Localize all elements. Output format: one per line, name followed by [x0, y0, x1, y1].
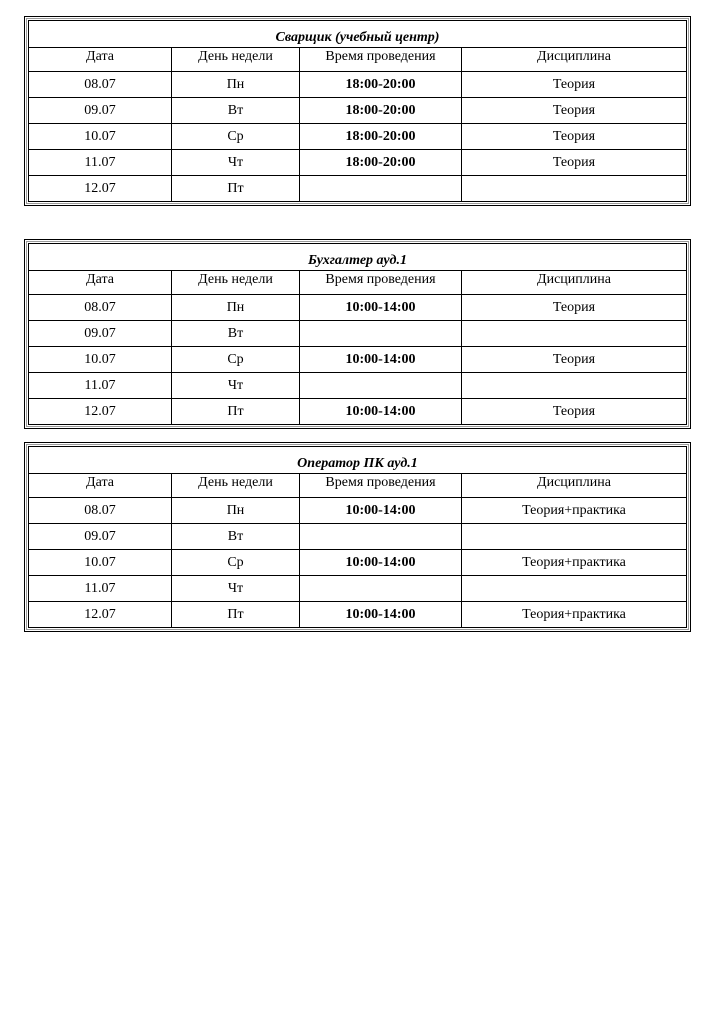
- cell-date: 10.07: [29, 550, 172, 576]
- cell-time: 18:00-20:00: [300, 124, 462, 150]
- header-time: Время проведения: [300, 474, 462, 498]
- cell-date: 11.07: [29, 576, 172, 602]
- table-row: [29, 602, 687, 628]
- header-date: Дата: [29, 271, 172, 295]
- cell-date: 12.07: [29, 176, 172, 202]
- table-row: [29, 498, 687, 524]
- cell-discipline: Теория: [462, 399, 687, 425]
- cell-discipline: Теория+практика: [462, 498, 687, 524]
- cell-day: Ср: [172, 124, 300, 150]
- table-row: [29, 321, 687, 347]
- cell-time: 18:00-20:00: [300, 72, 462, 98]
- cell-time: [300, 176, 462, 202]
- table-row: [29, 72, 687, 98]
- table-row: [29, 150, 687, 176]
- cell-time: 10:00-14:00: [300, 399, 462, 425]
- cell-day: Пн: [172, 498, 300, 524]
- header-date: Дата: [29, 474, 172, 498]
- cell-date: 08.07: [29, 498, 172, 524]
- cell-day: Пт: [172, 602, 300, 628]
- cell-discipline: Теория: [462, 98, 687, 124]
- table-row: [29, 399, 687, 425]
- cell-discipline: [462, 576, 687, 602]
- cell-date: 11.07: [29, 150, 172, 176]
- header-day: День недели: [172, 48, 300, 72]
- table-row: [29, 98, 687, 124]
- table-row: [29, 373, 687, 399]
- table-row: [29, 524, 687, 550]
- cell-date: 11.07: [29, 373, 172, 399]
- cell-day: Вт: [172, 524, 300, 550]
- table-row: [29, 347, 687, 373]
- cell-discipline: Теория: [462, 150, 687, 176]
- cell-date: 12.07: [29, 602, 172, 628]
- header-time: Время проведения: [300, 48, 462, 72]
- cell-discipline: Теория: [462, 347, 687, 373]
- cell-discipline: Теория: [462, 295, 687, 321]
- cell-time: 10:00-14:00: [300, 347, 462, 373]
- cell-date: 08.07: [29, 72, 172, 98]
- cell-time: [300, 373, 462, 399]
- cell-time: [300, 576, 462, 602]
- cell-day: Вт: [172, 321, 300, 347]
- cell-time: [300, 321, 462, 347]
- header-row: [29, 474, 687, 498]
- schedule-table-pc-operator: [24, 442, 691, 632]
- cell-date: 09.07: [29, 524, 172, 550]
- table-row: [29, 576, 687, 602]
- cell-date: 10.07: [29, 124, 172, 150]
- cell-date: 12.07: [29, 399, 172, 425]
- table-row: [29, 176, 687, 202]
- cell-discipline: Теория+практика: [462, 602, 687, 628]
- cell-day: Пн: [172, 295, 300, 321]
- cell-time: 10:00-14:00: [300, 550, 462, 576]
- table-row: [29, 124, 687, 150]
- header-date: Дата: [29, 48, 172, 72]
- cell-discipline: Теория: [462, 72, 687, 98]
- cell-day: Вт: [172, 98, 300, 124]
- cell-day: Чт: [172, 373, 300, 399]
- table-title: Бухгалтер ауд.1: [29, 244, 687, 271]
- schedule-table-accountant: [24, 239, 691, 429]
- header-day: День недели: [172, 271, 300, 295]
- cell-day: Пт: [172, 176, 300, 202]
- cell-time: 10:00-14:00: [300, 295, 462, 321]
- cell-time: 18:00-20:00: [300, 150, 462, 176]
- cell-date: 09.07: [29, 321, 172, 347]
- cell-day: Пн: [172, 72, 300, 98]
- cell-date: 08.07: [29, 295, 172, 321]
- cell-day: Чт: [172, 150, 300, 176]
- header-discipline: Дисциплина: [462, 271, 687, 295]
- header-discipline: Дисциплина: [462, 48, 687, 72]
- header-discipline: Дисциплина: [462, 474, 687, 498]
- cell-day: Пт: [172, 399, 300, 425]
- schedule-table-welder: [24, 16, 691, 206]
- table-title: Оператор ПК ауд.1: [29, 447, 687, 474]
- cell-date: 10.07: [29, 347, 172, 373]
- cell-time: 10:00-14:00: [300, 602, 462, 628]
- cell-discipline: Теория: [462, 124, 687, 150]
- cell-time: 10:00-14:00: [300, 498, 462, 524]
- header-day: День недели: [172, 474, 300, 498]
- table-title: Сварщик (учебный центр): [29, 21, 687, 48]
- cell-day: Ср: [172, 347, 300, 373]
- header-row: [29, 271, 687, 295]
- table-row: [29, 550, 687, 576]
- cell-day: Ср: [172, 550, 300, 576]
- header-time: Время проведения: [300, 271, 462, 295]
- table-row: [29, 295, 687, 321]
- cell-discipline: [462, 176, 687, 202]
- cell-time: 18:00-20:00: [300, 98, 462, 124]
- cell-discipline: [462, 524, 687, 550]
- cell-day: Чт: [172, 576, 300, 602]
- header-row: [29, 48, 687, 72]
- cell-discipline: Теория+практика: [462, 550, 687, 576]
- cell-time: [300, 524, 462, 550]
- cell-discipline: [462, 373, 687, 399]
- cell-date: 09.07: [29, 98, 172, 124]
- cell-discipline: [462, 321, 687, 347]
